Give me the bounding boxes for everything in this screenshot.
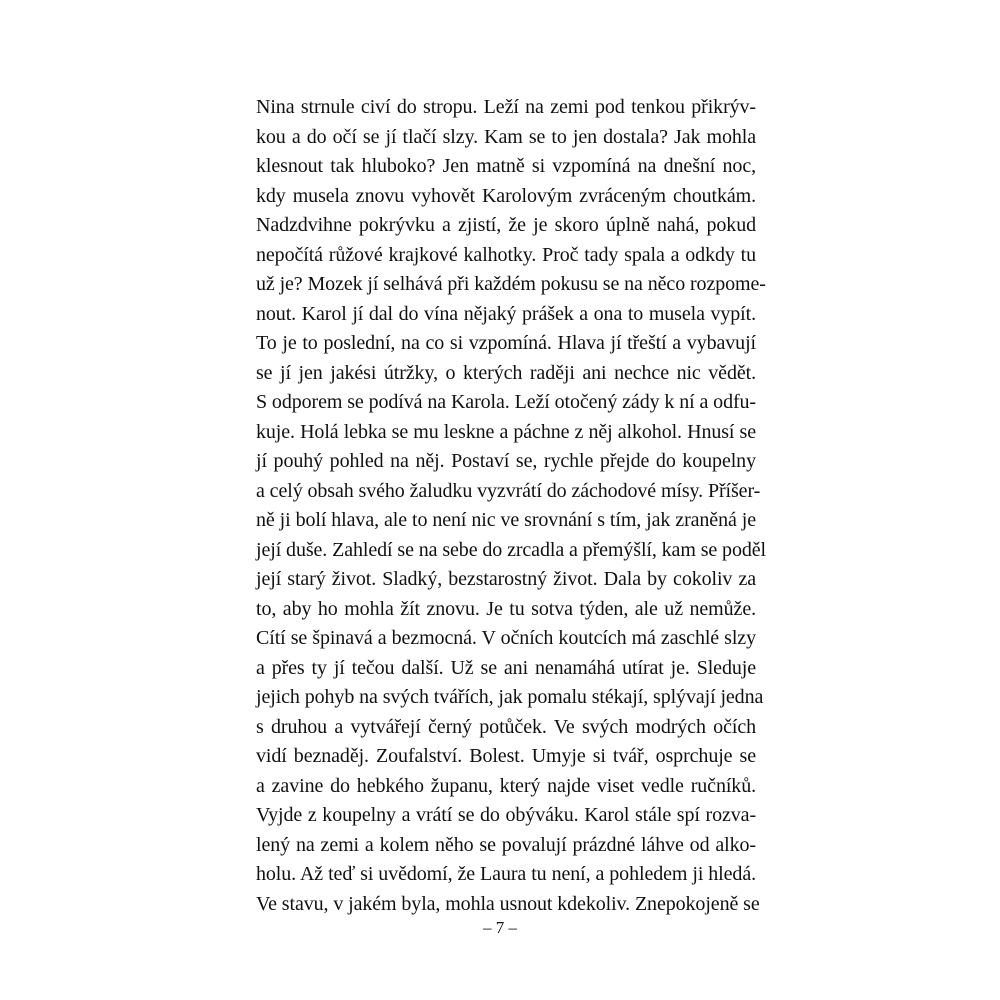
- body-text: [256, 93, 766, 919]
- text-line: vidí beznaděj. Zoufalství. Bolest. Umyje si tvář, osprchuje se: [256, 745, 756, 767]
- text-line: už je? Mozek jí selhává při každém pokusu se na něco rozpome-: [256, 273, 766, 295]
- page-number: – 7 –: [483, 918, 517, 937]
- text-line: a zavine do hebkého županu, který najde viset vedle ručníků.: [256, 774, 756, 797]
- text-line: její duše. Zahledí se na sebe do zrcadla a přemýšlí, kam se poděl: [256, 538, 766, 561]
- text-line: nout. Karol jí dal do vína nějaký prášek a ona to musela vypít.: [256, 302, 756, 325]
- text-line: To je to poslední, na co si vzpomíná. Hlava jí třeští a vybavují: [256, 332, 756, 354]
- text-line: kdy musela znovu vyhovět Karolovým zvráceným choutkám.: [256, 184, 756, 207]
- text-line: její starý život. Sladký, bezstarostný život. Dala by cokoliv za: [256, 568, 756, 590]
- text-line: Cítí se špinavá a bezmocná. V očních koutcích má zaschlé slzy: [256, 627, 756, 649]
- text-line: S odporem se podívá na Karola. Leží otočený zády k ní a odfu-: [256, 391, 756, 413]
- text-line: jí pouhý pohled na něj. Postaví se, rychle přejde do koupelny: [256, 450, 756, 472]
- text-line: ně ji bolí hlava, ale to není nic ve srovnání s tím, jak zraněná je: [256, 509, 756, 531]
- text-line: s druhou a vytvářejí černý potůček. Ve svých modrých očích: [256, 715, 756, 738]
- text-line: a přes ty jí tečou další. Už se ani nenamáhá utírat je. Sleduje: [256, 656, 756, 679]
- text-line: se jí jen jakési útržky, o kterých raději ani nechce nic vědět.: [256, 361, 756, 384]
- text-line: klesnout tak hluboko? Jen matně si vzpomíná na dnešní noc,: [256, 155, 756, 177]
- text-line: to, aby ho mohla žít znovu. Je tu sotva týden, ale už nemůže.: [256, 597, 756, 620]
- text-line: jejich pohyb na svých tvářích, jak pomalu stékají, splývají jedna: [256, 686, 764, 708]
- text-line: Ve stavu, v jakém byla, mohla usnout kdekoliv. Znepokojeně se: [256, 892, 760, 915]
- text-line: Vyjde z koupelny a vrátí se do obýváku. Karol stále spí rozva-: [256, 804, 756, 826]
- text-line: nepočítá růžové krajkové kalhotky. Proč tady spala a odkdy tu: [256, 243, 756, 266]
- text-line: Nadzdvihne pokrývku a zjistí, že je skoro úplně nahá, pokud: [256, 214, 756, 236]
- text-line: kuje. Holá lebka se mu leskne a páchne z něj alkohol. Hnusí se: [256, 420, 756, 443]
- text-line: kou a do očí se jí tlačí slzy. Kam se to jen dostala? Jak mohla: [256, 125, 756, 148]
- text-line: Nina strnule civí do stropu. Leží na zemi pod tenkou přikrýv-: [256, 96, 756, 118]
- text-line: a celý obsah svého žaludku vyzvrátí do záchodové mísy. Příšer-: [256, 479, 761, 502]
- text-line: holu. Až teď si uvědomí, že Laura tu není, a pohledem ji hledá.: [256, 863, 756, 885]
- text-line: lený na zemi a kolem něho se povalují prázdné láhve od alko-: [256, 833, 756, 856]
